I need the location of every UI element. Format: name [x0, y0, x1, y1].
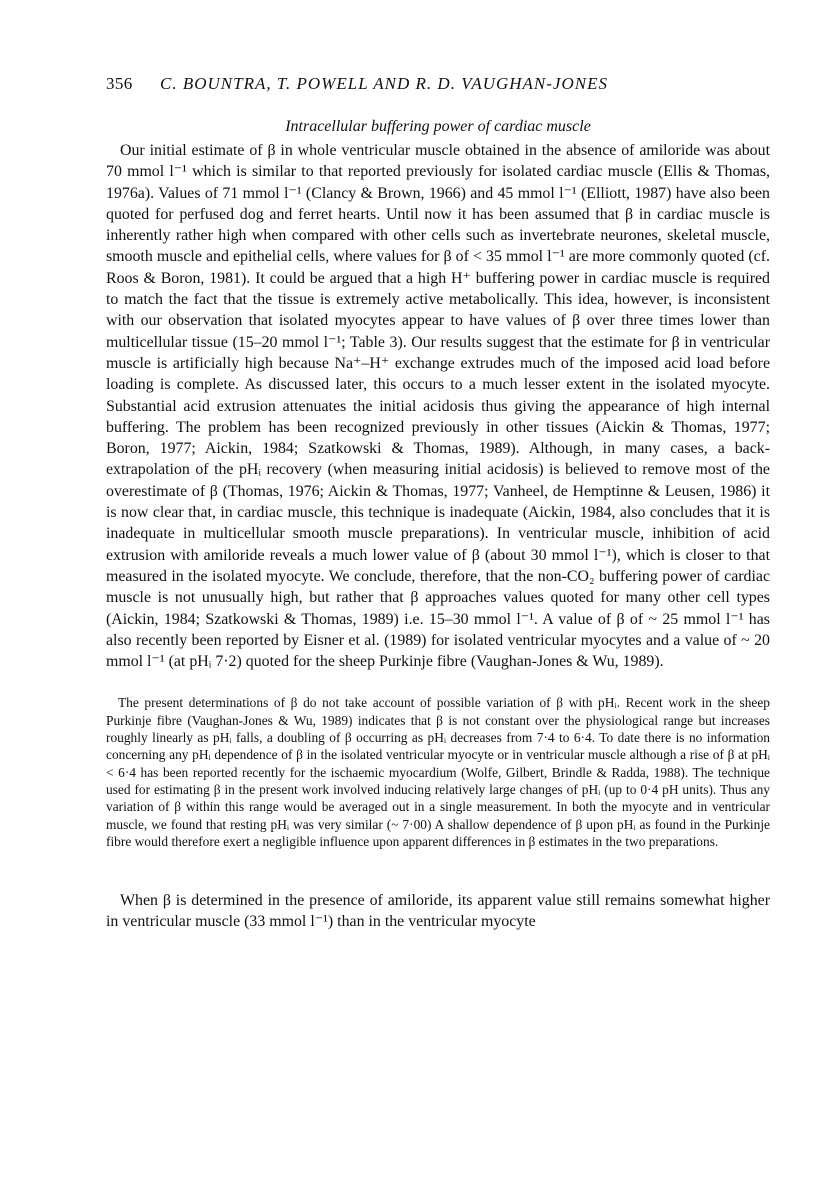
page: [106, 74, 770, 933]
small-print-note: The present determinations of β do not take account of possible variation of β with pHᵢ. Recent work in the sheep Purkinje fibre (Vaughan-Jones & Wu, 1989) indicates that β is not constant over the physiological range but increases roughly linearly as pHᵢ falls, a doubling of β occurring as pHᵢ decreases from 7·4 to 6·4. To date there is no information concerning any pHᵢ dependence of β in the isolated ventricular myocyte or in ventricular muscle although a rise of β at pHᵢ < 6·4 has been reported recently for the ischaemic myocardium (Wolfe, Gilbert, Brindle & Radda, 1988). The technique used for estimating β in the present work involved inducing relatively large changes of pHᵢ (up to 0·4 pH units). Thus any variation of β within this range would be averaged out in a single measurement. In both the myocyte and in ventricular muscle, we found that resting pHᵢ was very similar (~ 7·00) A shallow dependence of β upon pHᵢ as found in the Purkinje fibre would therefore exert a negligible influence upon apparent differences in β estimates in the two preparations.: [106, 695, 770, 849]
running-header: [106, 74, 770, 94]
section-title: Intracellular buffering power of cardiac muscle: [285, 118, 591, 135]
body-paragraph-1: Our initial estimate of β in whole ventricular muscle obtained in the absence of amiloride was about 70 mmol l⁻¹ which is similar to that reported previously for isolated cardiac muscle (Ellis & Thomas, 1976a). Values of 71 mmol l⁻¹ (Clancy & Brown, 1966) and 45 mmol l⁻¹ (Elliott, 1987) have also been quoted for perfused dog and ferret hearts. Until now it has been assumed that β in cardiac muscle is inherently rather high when compared with other cells such as invertebrate neurones, skeletal muscle, smooth muscle and epithelial cells, where values for β of < 35 mmol l⁻¹ are more commonly quoted (cf. Roos & Boron, 1981). It could be argued that a high H⁺ buffering power in cardiac muscle is required to match the fact that the tissue is extremely active metabolically. This idea, however, is inconsistent with our observation that isolated myocytes appear to have values of β over three times lower than multicellular tissue (15–20 mmol l⁻¹; Table 3). Our results suggest that the estimate for β in ventricular muscle is artificially high because Na⁺–H⁺ exchange extrudes much of the imposed acid load before loading is complete. As discussed later, this occurs to a much lesser extent in the isolated myocyte. Substantial acid extrusion attenuates the initial acidosis thus giving the appearance of high internal buffering. The problem has been recognized previously in other tissues (Aickin & Thomas, 1977; Boron, 1977; Aickin, 1984; Szatkowski & Thomas, 1989). Although, in many cases, a back-extrapolation of the pHᵢ recovery (when measuring initial acidosis) is believed to remove most of the overestimate of β (Thomas, 1976; Aickin & Thomas, 1977; Vanheel, de Hemptinne & Leusen, 1986) it is now clear that, in cardiac muscle, this technique is inadequate (Aickin, 1984, also concludes that it is inadequate in multicellular smooth muscle preparations). In ventricular muscle, inhibition of acid extrusion with amiloride reveals a much lower value of β (about 30 mmol l⁻¹), which is closer to that measured in the isolated myocyte. We conclude, therefore, that the non-CO₂ buffering power of cardiac muscle is not unusually high, but rather that β approaches values quoted for many other cell types (Aickin, 1984; Szatkowski & Thomas, 1989) i.e. 15–30 mmol l⁻¹. A value of β of ~ 25 mmol l⁻¹ has also recently been reported by Eisner et al. (1989) for isolated ventricular myocytes and a value of ~ 20 mmol l⁻¹ (at pHᵢ 7·2) quoted for the sheep Purkinje fibre (Vaughan-Jones & Wu, 1989).: [106, 142, 770, 671]
page-number: 356: [106, 74, 133, 93]
header-authors: C. BOUNTRA, T. POWELL AND R. D. VAUGHAN-JONES: [160, 74, 608, 93]
body-paragraph-2: When β is determined in the presence of amiloride, its apparent value still remains somewhat higher in ventricular muscle (33 mmol l⁻¹) than in the ventricular myocyte: [106, 892, 770, 931]
